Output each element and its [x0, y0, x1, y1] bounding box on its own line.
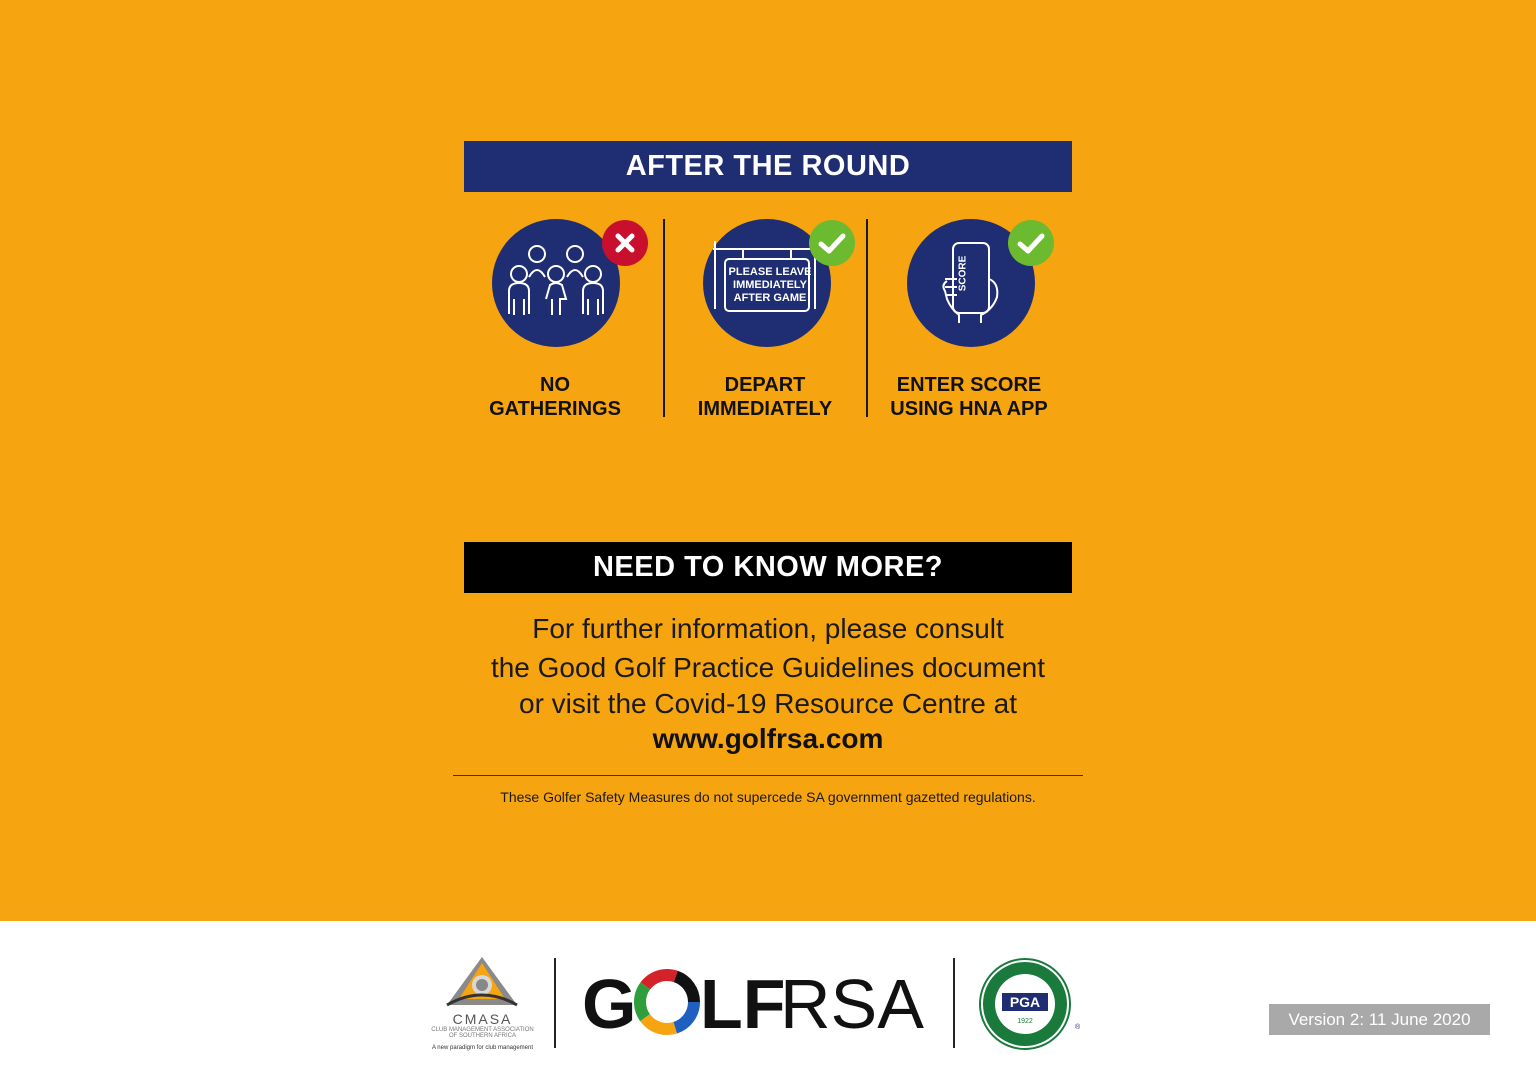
svg-text:PGA: PGA — [1009, 994, 1041, 1010]
golfrsa-logo — [582, 965, 927, 1043]
caption-depart — [665, 373, 865, 421]
sign-line: PLEASE LEAVE — [728, 266, 812, 278]
check-icon — [1008, 220, 1054, 266]
version-label: Version 2: 11 June 2020 — [1269, 1004, 1490, 1035]
svg-text:LF: LF — [700, 965, 786, 1043]
sign-line: IMMEDIATELY — [733, 279, 807, 291]
sign-text — [725, 266, 815, 305]
caption-line: IMMEDIATELY — [697, 398, 833, 420]
caption-line: ENTER SCORE — [896, 374, 1042, 396]
need-to-know-banner: NEED TO KNOW MORE? — [464, 542, 1072, 593]
caption-line: DEPART — [724, 374, 806, 396]
svg-text:RSA: RSA — [780, 965, 924, 1043]
caption-no-gatherings — [455, 373, 655, 421]
info-text-line1: For further information, please consult — [532, 613, 1004, 644]
cmasa-tagline: A new paradigm for club management — [431, 1045, 534, 1051]
cmasa-logo — [425, 955, 540, 1055]
caption-line: USING HNA APP — [890, 398, 1048, 420]
svg-text:1922: 1922 — [1017, 1018, 1033, 1025]
info-text-line2: the Good Golf Practice Guidelines document — [490, 652, 1046, 683]
footer-divider — [953, 958, 955, 1048]
caption-enter-score — [869, 373, 1069, 421]
caption-line: GATHERINGS — [489, 398, 621, 420]
footer-divider — [554, 958, 556, 1048]
after-round-banner: AFTER THE ROUND — [464, 141, 1072, 192]
people-group-icon — [492, 219, 620, 347]
not-allowed-badge — [602, 220, 648, 266]
sign-line: AFTER GAME — [733, 292, 807, 304]
cmasa-subtitle: CLUB MANAGEMENT ASSOCIATION OF SOUTHERN AFRICA — [431, 1027, 534, 1039]
allowed-badge — [1008, 220, 1054, 266]
column-divider — [866, 219, 868, 417]
phone-score-text: SCORE — [957, 255, 969, 292]
website-link[interactable]: www.golfrsa.com — [652, 723, 884, 754]
svg-text:®: ® — [1075, 1024, 1081, 1031]
allowed-badge — [809, 220, 855, 266]
info-text-line3: or visit the Covid-19 Resource Centre at — [519, 688, 1017, 719]
pga-logo — [978, 957, 1081, 1052]
horizontal-rule — [453, 775, 1083, 776]
caption-line: NO — [540, 374, 570, 396]
svg-text:G: G — [582, 965, 637, 1043]
close-icon — [602, 220, 648, 266]
check-icon — [809, 220, 855, 266]
cmasa-name: CMASA — [452, 1011, 513, 1027]
disclaimer-text: These Golfer Safety Measures do not supercede SA government gazetted regulations. — [500, 789, 1036, 805]
